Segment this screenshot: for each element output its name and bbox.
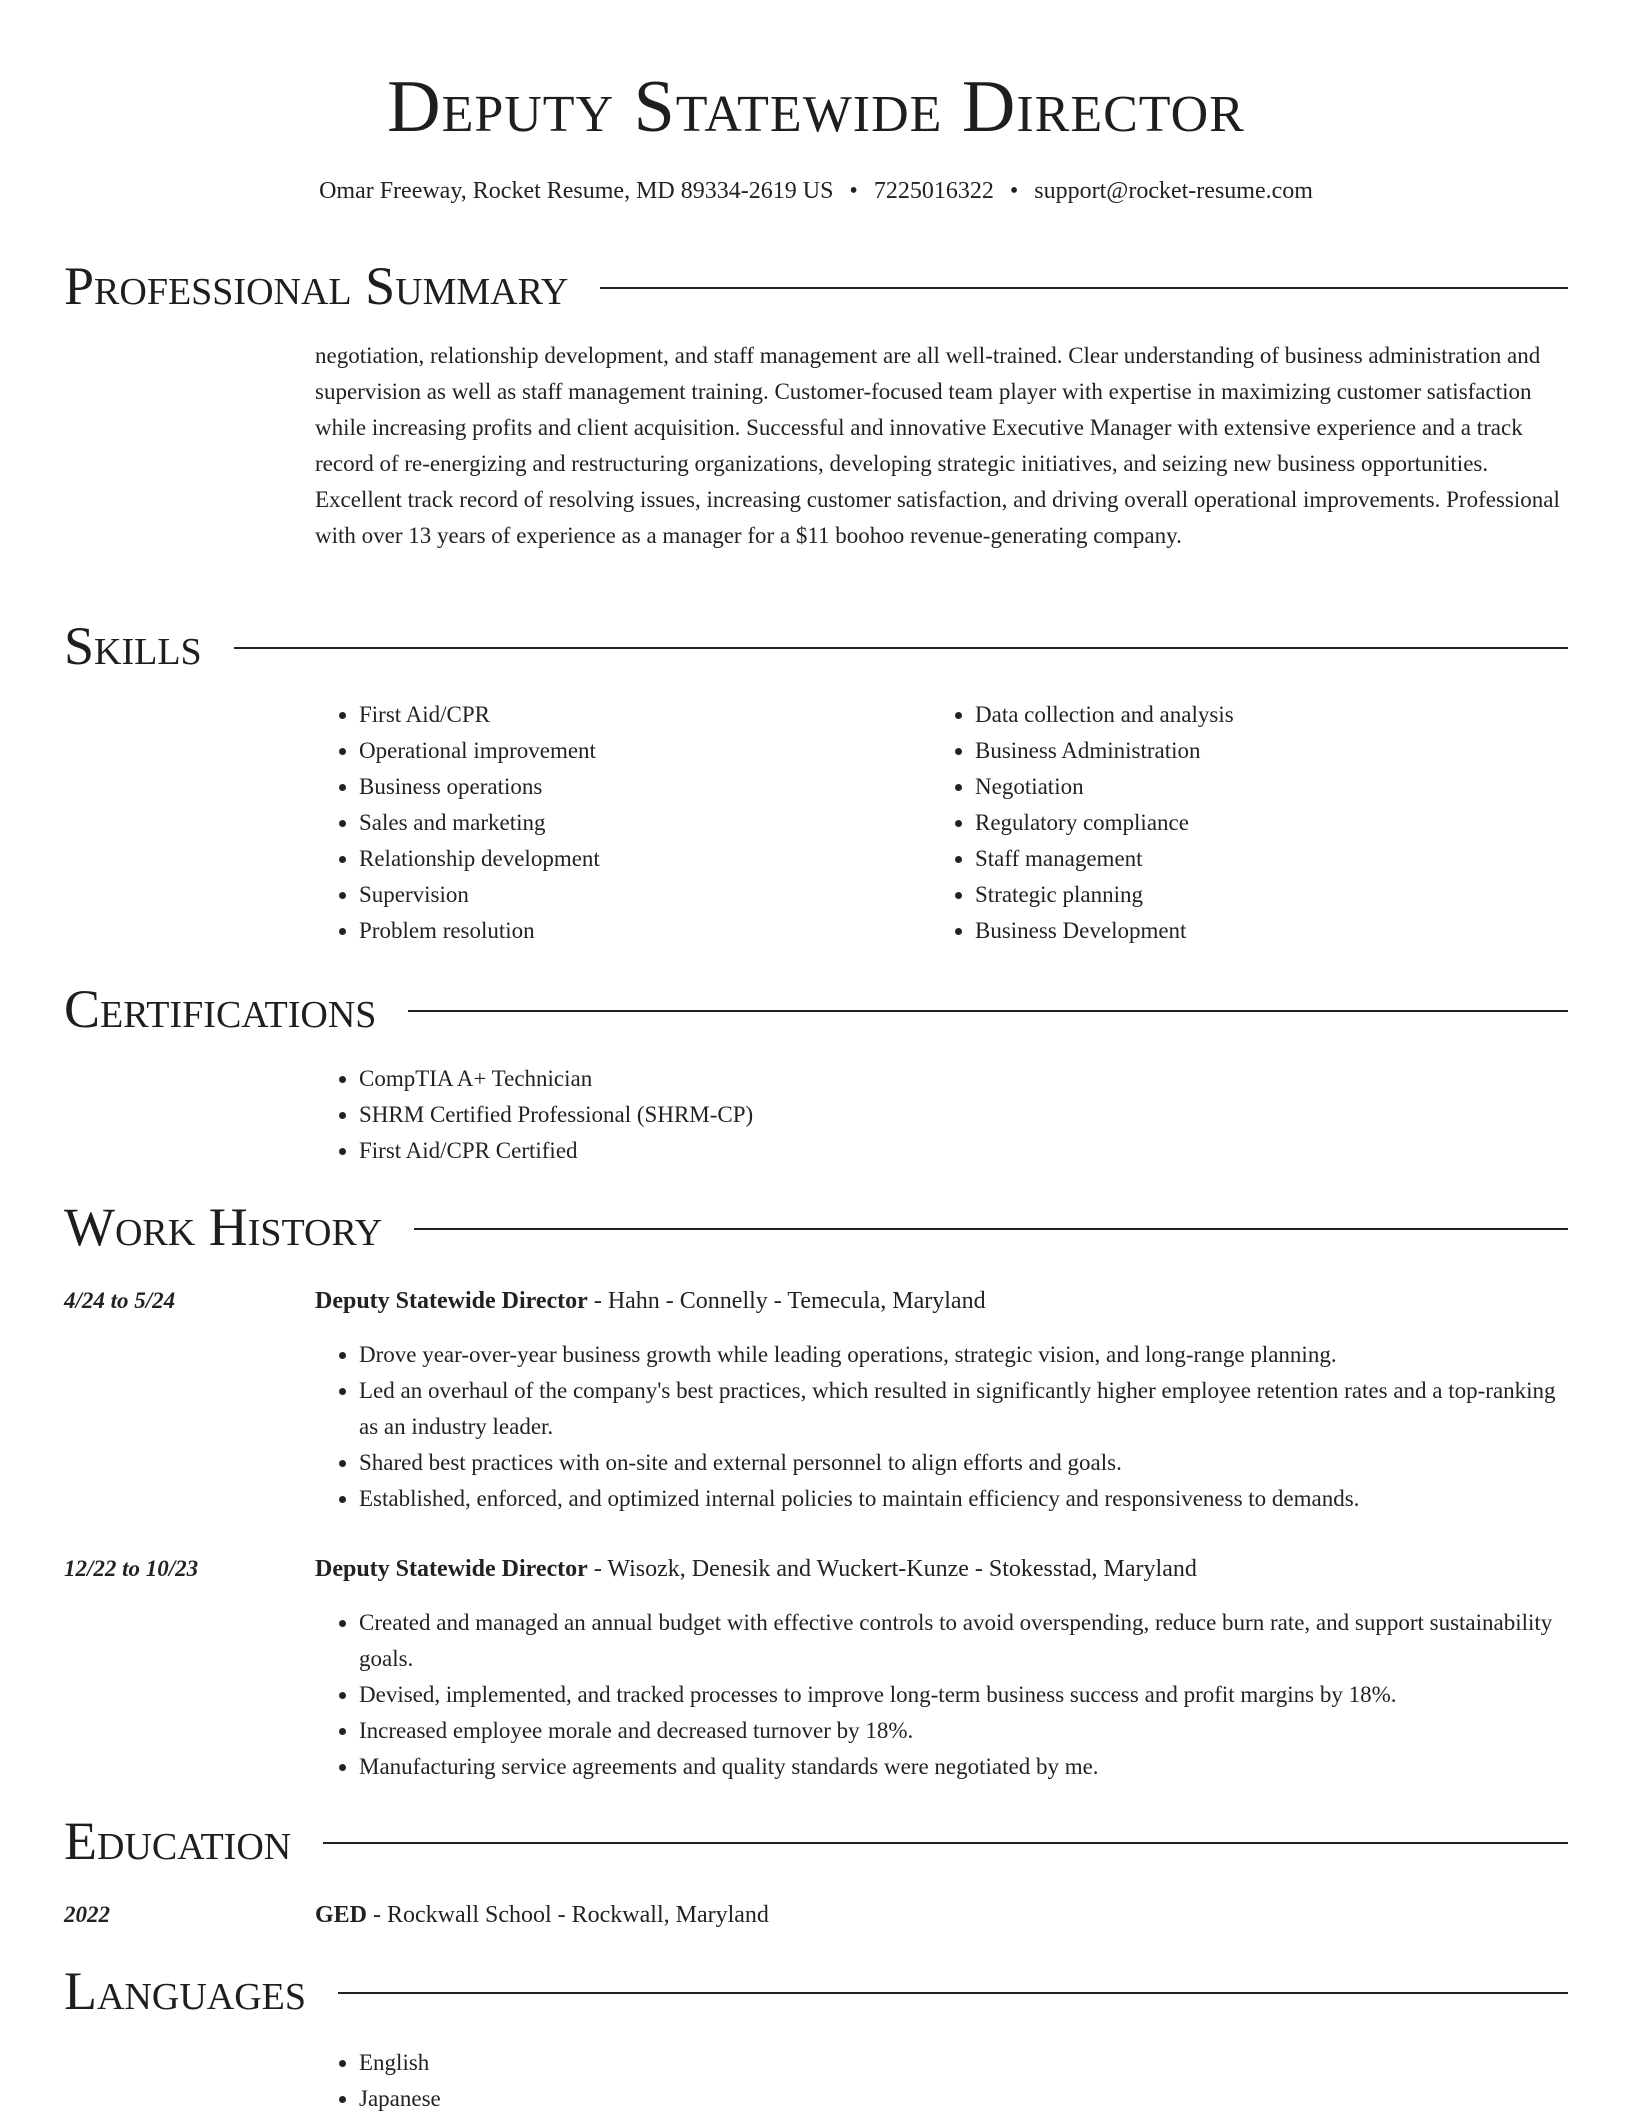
job-bullet: • Shared best practices with on-site and external personnel to align efforts and goals. [359, 1445, 1568, 1481]
contact-address: Omar Freeway, Rocket Resume, MD 89334-2619 US [319, 178, 834, 204]
skill-item: • Business operations [359, 769, 931, 805]
education-entry [315, 1897, 1568, 1933]
section-title-summary: Professional Summary [64, 256, 569, 316]
education-year: 2022 [64, 1902, 110, 1927]
section-divider [323, 1842, 1568, 1844]
contact-separator: • [849, 178, 858, 204]
section-divider [338, 1992, 1568, 1994]
skill-item: • First Aid/CPR [359, 697, 931, 733]
job-company-location: - Wisozk, Denesik and Wuckert-Kunze - Stokesstad, Maryland [587, 1556, 1197, 1582]
job-bullet: • Manufacturing service agreements and quality standards were negotiated by me. [359, 1749, 1568, 1785]
job-entry [315, 1283, 1568, 1517]
certification-item: • CompTIA A+ Technician [359, 1061, 1568, 1097]
skill-item: • Staff management [975, 841, 1547, 877]
certifications-block [315, 1061, 1568, 1169]
contact-phone: 7225016322 [873, 178, 994, 204]
job-role: Deputy Statewide Director [315, 1288, 588, 1314]
skills-column-right [931, 697, 1547, 949]
job-bullets [315, 1605, 1568, 1785]
skills-section-header [64, 614, 1568, 678]
section-divider [234, 647, 1568, 649]
education-section-header [64, 1809, 1568, 1873]
job-title-line [315, 1283, 1568, 1319]
languages-block [315, 2045, 1568, 2117]
job-role: Deputy Statewide Director [315, 1556, 588, 1582]
section-divider [414, 1228, 1568, 1230]
section-title-languages: Languages [64, 1961, 306, 2021]
job-bullet: • Created and managed an annual budget with effective controls to avoid overspending, reduce burn rate, and support sustainability goals. [359, 1605, 1568, 1677]
skill-item: • Data collection and analysis [975, 697, 1547, 733]
summary-block [315, 338, 1568, 554]
certification-item: • SHRM Certified Professional (SHRM-CP) [359, 1097, 1568, 1133]
skill-item: • Regulatory compliance [975, 805, 1547, 841]
job-bullet: • Devised, implemented, and tracked processes to improve long-term business success and profit margins by 18%. [359, 1677, 1568, 1713]
skill-item: • Negotiation [975, 769, 1547, 805]
section-title-skills: Skills [64, 616, 202, 676]
skill-item: • Strategic planning [975, 877, 1547, 913]
languages-section-header [64, 1959, 1568, 2023]
skill-item: • Sales and marketing [359, 805, 931, 841]
job-bullet: • Increased employee morale and decreased turnover by 18%. [359, 1713, 1568, 1749]
skills-grid [315, 697, 1568, 949]
skill-item: • Business Development [975, 913, 1547, 949]
skill-item: • Supervision [359, 877, 931, 913]
job-entry [315, 1551, 1568, 1785]
skill-item: • Problem resolution [359, 913, 931, 949]
job-bullet: • Led an overhaul of the company's best practices, which resulted in significantly higher employee retention rates and a top-ranking as an industry leader. [359, 1373, 1568, 1445]
skill-item: • Business Administration [975, 733, 1547, 769]
job-dates: 12/22 to 10/23 [64, 1556, 199, 1581]
skills-block [315, 697, 1568, 949]
job-bullets [315, 1337, 1568, 1517]
job-company-location: - Hahn - Connelly - Temecula, Maryland [587, 1288, 986, 1314]
job-title-line [315, 1551, 1568, 1587]
education-school-location: - Rockwall School - Rockwall, Maryland [367, 1902, 769, 1928]
contact-line [0, 174, 1632, 208]
job-dates: 4/24 to 5/24 [64, 1288, 176, 1313]
section-divider [408, 1010, 1568, 1012]
skills-column-left [315, 697, 931, 949]
skill-item: • Relationship development [359, 841, 931, 877]
job-bullet: • Drove year-over-year business growth while leading operations, strategic vision, and long-range planning. [359, 1337, 1568, 1373]
summary-text: negotiation, relationship development, and staff management are all well-trained. Clear understanding of business administration and supervision as well as staff management training. Customer-focused team player with expertise in maximizing customer satisfaction while increasing profits and client acquisition. Successful and innovative Executive Manager with extensive experience and a track record of re-energizing and restructuring organizations, developing strategic initiatives, and seizing new business opportunities. Excellent track record of resolving issues, increasing customer satisfaction, and driving overall operational improvements. Professional with over 13 years of experience as a manager for a $11 boohoo revenue-generating company. [315, 343, 1560, 548]
contact-email: support@rocket-resume.com [1034, 178, 1313, 204]
section-title-certifications: Certifications [64, 979, 377, 1039]
section-title-education: Education [64, 1811, 292, 1871]
language-item: • English [359, 2045, 1568, 2081]
section-title-work-history: Work History [64, 1197, 383, 1257]
section-divider [600, 287, 1568, 289]
certifications-section-header [64, 977, 1568, 1041]
skill-item: • Operational improvement [359, 733, 931, 769]
contact-separator: • [1009, 178, 1019, 204]
resume-name: Deputy Statewide Director [387, 66, 1245, 148]
job-bullet: • Established, enforced, and optimized internal policies to maintain efficiency and responsiveness to demands. [359, 1481, 1568, 1517]
summary-section-header [64, 254, 1568, 318]
education-degree: GED [315, 1902, 368, 1928]
education-line [315, 1897, 1568, 1933]
work-section-header [64, 1195, 1568, 1259]
certification-item: • First Aid/CPR Certified [359, 1133, 1568, 1169]
language-item: • Japanese [359, 2081, 1568, 2117]
